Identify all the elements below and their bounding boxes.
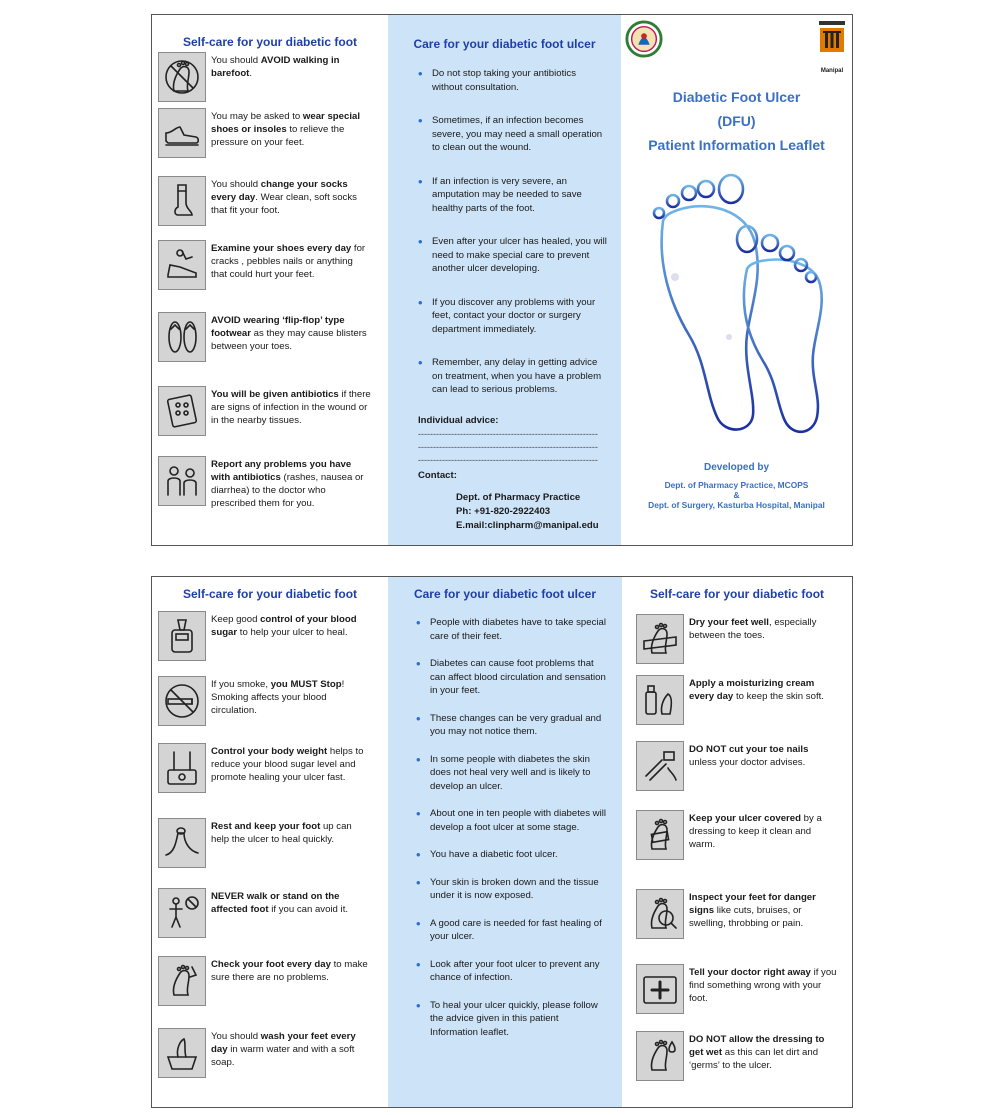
advice-text-plain: If you smoke, (211, 679, 271, 690)
title-line: (DFU) (717, 113, 756, 129)
advice-item (158, 386, 388, 436)
advice-text-plain: You may be asked to (211, 111, 303, 122)
bullet-item: • Do not stop taking your antibiotics without consultation. (414, 67, 607, 94)
advice-item (636, 614, 852, 664)
advice-text-emphasis: wear special shoes or insoles (211, 111, 360, 135)
title-line: Patient Information Leaflet (648, 137, 825, 153)
bullet-item: • Look after your foot ulcer to prevent any chance of infection. (412, 958, 608, 985)
column-heading: Self-care for your diabetic foot (182, 35, 358, 49)
contact-block (456, 491, 599, 533)
advice-text-plain: You should (211, 179, 261, 190)
advice-text (211, 958, 371, 984)
advice-text-plain: up can help the ulcer to heal quickly. (211, 821, 352, 845)
advice-text (211, 745, 371, 784)
advice-text-emphasis: Rest and keep your foot (211, 821, 321, 832)
advice-text (211, 890, 371, 916)
advice-text (689, 966, 837, 1005)
advice-item (636, 889, 852, 939)
contact-phone: Ph: +91-820-2922403 (456, 506, 551, 517)
advice-text-plain: by a dressing to keep it clean and warm. (689, 813, 822, 850)
advice-text (689, 1033, 837, 1072)
advice-text-plain: for cracks , pebbles nails or anything that could hurt your feet. (211, 243, 366, 280)
flip-flop-icon (158, 312, 206, 362)
advice-text-plain: . (249, 68, 253, 79)
advice-text-emphasis: Report any problems you have with antibiotics (211, 459, 352, 483)
ampersand: & (733, 490, 740, 500)
title-line: Diabetic Foot Ulcer (672, 89, 801, 105)
foot-inspect-icon (636, 889, 684, 939)
foot-wash-icon (158, 1028, 206, 1078)
leaflet-inner-page (151, 576, 853, 1108)
advice-item (158, 611, 388, 661)
advice-text-emphasis: wash your feet every day (211, 1031, 356, 1055)
bullet-item: • Sometimes, if an infection becomes severe, you may need a small operation to clean out the wound. (414, 114, 607, 155)
advice-text (689, 743, 837, 769)
advice-text (211, 678, 371, 717)
special-shoe-icon (158, 108, 206, 158)
advice-text (689, 677, 837, 703)
advice-text-plain: in warm water and with a soft soap. (211, 1044, 355, 1068)
advice-text (211, 110, 371, 149)
advice-text-emphasis: Tell your doctor right away (689, 967, 811, 978)
bullet-item: • Remember, any delay in getting advice on treatment, when you have a problem can lead to serious problems. (414, 356, 607, 397)
advice-text (211, 54, 371, 80)
bullet-item: • A good care is needed for fast healing of your ulcer. (412, 917, 608, 944)
advice-item (636, 675, 852, 725)
advice-text-emphasis: Keep your ulcer covered (689, 813, 801, 824)
advice-item (158, 743, 388, 793)
bullet-item: • Your skin is broken down and the tissue under it is now exposed. (412, 876, 608, 903)
individual-advice-block (418, 414, 603, 467)
advice-text-plain: You should (211, 1031, 261, 1042)
advice-text (689, 891, 837, 930)
advice-item (158, 108, 388, 158)
bullet-item: • Diabetes can cause foot problems that can affect blood circulation and sensation in your feet. (412, 657, 608, 698)
footprints-illustration (651, 165, 831, 445)
bandaged-foot-icon (636, 810, 684, 860)
advice-text-emphasis: you MUST Stop (270, 679, 342, 690)
advice-text (211, 820, 371, 846)
advice-item (636, 810, 852, 860)
advice-text-emphasis: Control your body weight (211, 746, 328, 757)
column-heading: Self-care for your diabetic foot (182, 587, 358, 601)
rest-foot-icon (158, 818, 206, 868)
weight-scale-icon (158, 743, 206, 793)
no-smoking-icon (158, 676, 206, 726)
advice-line: ------------------------------------------------------------ (418, 429, 598, 439)
towel-dry-icon (636, 614, 684, 664)
advice-text-emphasis: DO NOT cut your toe nails (689, 744, 809, 755)
bullet-item: • Even after your ulcer has healed, you will need to make special care to prevent another ulcer developing. (414, 235, 607, 276)
advice-text (211, 613, 371, 639)
moisturizer-icon (636, 675, 684, 725)
advice-text (211, 388, 371, 427)
advice-line: ------------------------------------------------------------ (418, 442, 598, 452)
advice-text (689, 616, 837, 642)
advice-text-emphasis: DO NOT allow the dressing to get wet (689, 1034, 825, 1058)
advice-text-plain: to relieve the pressure on your feet. (211, 124, 345, 148)
no-barefoot-icon (158, 52, 206, 102)
advice-text-emphasis: Dry your feet well (689, 617, 769, 628)
bullet-item: • People with diabetes have to take special care of their feet. (412, 616, 608, 643)
advice-text (689, 812, 837, 851)
leaflet-title (621, 85, 852, 157)
first-aid-icon (636, 964, 684, 1014)
ulcer-care-column (388, 577, 622, 1107)
advice-item (158, 176, 388, 226)
bullet-item: • To heal your ulcer quickly, please follow the advice given in this patient Information leaflet. (412, 999, 608, 1040)
advice-text-plain: Keep good (211, 614, 261, 625)
advice-item (636, 1031, 852, 1081)
advice-text-plain: to make sure there are no problems. (211, 959, 368, 983)
advice-text (211, 314, 371, 353)
cover-column (621, 15, 852, 545)
advice-text-plain: unless your doctor advises. (689, 757, 806, 768)
advice-text-emphasis: You will be given antibiotics (211, 389, 339, 400)
antibiotic-pack-icon (158, 386, 206, 436)
shoe-inspection-icon (158, 240, 206, 290)
advice-text-plain: as this can let dirt and ‘germs’ to the ulcer. (689, 1047, 819, 1071)
dept-name: Dept. of Pharmacy Practice, MCOPS (664, 480, 809, 490)
college-seal-logo (625, 19, 663, 59)
ulcer-care-column (388, 15, 621, 545)
advice-item (158, 956, 388, 1006)
advice-text-plain: , especially between the toes. (689, 617, 817, 641)
advice-text-emphasis: Examine your shoes every day (211, 243, 352, 254)
advice-text-plain: if you find something wrong with your foot. (689, 967, 837, 1004)
doctor-consult-icon (158, 456, 206, 506)
advice-text-plain: to help your ulcer to heal. (237, 627, 348, 638)
no-standing-icon (158, 888, 206, 938)
advice-item (636, 741, 852, 791)
advice-text-plain: ! Smoking affects your blood circulation. (211, 679, 345, 716)
bullet-item: • You have a diabetic foot ulcer. (412, 848, 608, 862)
advice-item (636, 964, 852, 1014)
advice-item (158, 456, 388, 510)
advice-item (158, 312, 388, 362)
advice-text-plain: as they may cause blisters between your toes. (211, 328, 367, 352)
advice-text-plain: . Wear clean, soft socks that fit your foot. (211, 192, 357, 216)
advice-text-plain: like cuts, bruises, or swelling, throbbing or pain. (689, 905, 804, 929)
contact-label: Contact: (418, 470, 457, 481)
advice-text-emphasis: Inspect your feet for danger signs (689, 892, 816, 916)
advice-text-emphasis: Apply a moisturizing cream every day (689, 678, 815, 702)
glucose-meter-icon (158, 611, 206, 661)
self-care-column (152, 577, 388, 1107)
bullet-item: • About one in ten people with diabetes will develop a foot ulcer at some stage. (412, 807, 608, 834)
advice-item (158, 676, 388, 726)
bullet-item: • If an infection is very severe, an amputation may be needed to save healthy parts of the foot. (414, 175, 607, 216)
contact-dept: Dept. of Pharmacy Practice (456, 492, 581, 503)
manipal-logo (817, 19, 847, 74)
developed-by-label: Developed by (703, 462, 770, 473)
advice-item (158, 52, 388, 102)
foot-check-icon (158, 956, 206, 1006)
advice-text-plain: to keep the skin soft. (733, 691, 824, 702)
advice-text-emphasis: AVOID walking in barefoot (211, 55, 340, 79)
advice-text-emphasis: change your socks every day (211, 179, 348, 203)
advice-text-plain: helps to reduce your blood sugar level and promote healing your ulcer fast. (211, 746, 364, 783)
leaflet-outer-page (151, 14, 853, 546)
column-heading: Care for your diabetic foot ulcer (413, 37, 596, 51)
column-heading: Care for your diabetic foot ulcer (413, 587, 597, 601)
advice-text-emphasis: Check your foot every day (211, 959, 331, 970)
advice-text-plain: if there are signs of infection in the wound or in the nearby tissues. (211, 389, 371, 426)
self-care-column (622, 577, 852, 1107)
bullet-item: • These changes can be very gradual and you may not notice them. (412, 712, 608, 739)
column-heading: Self-care for your diabetic foot (649, 587, 825, 601)
self-care-column (152, 15, 388, 545)
developer-credits (621, 460, 852, 511)
advice-text-emphasis: NEVER walk or stand on the affected foot (211, 891, 340, 915)
change-socks-icon (158, 176, 206, 226)
advice-line: ------------------------------------------------------------ (418, 455, 598, 465)
advice-text-plain: if you can avoid it. (268, 904, 349, 915)
advice-text-plain: (rashes, nausea or diarrhea) to the doctor who prescribed them for you. (211, 472, 364, 509)
bullet-item: • If you discover any problems with your feet, contact your doctor or surgery department immediately. (414, 296, 607, 337)
advice-text-plain: You should (211, 55, 261, 66)
advice-text-emphasis: control of your blood sugar (211, 614, 357, 638)
advice-label: Individual advice: (418, 415, 499, 426)
advice-text (211, 178, 371, 217)
advice-item (158, 818, 388, 868)
dept-name: Dept. of Surgery, Kasturba Hospital, Manipal (648, 500, 825, 510)
advice-text-emphasis: AVOID wearing ‘flip-flop’ type footwear (211, 315, 345, 339)
nail-cutter-icon (636, 741, 684, 791)
wet-dressing-icon (636, 1031, 684, 1081)
logo-caption: Manipal (820, 68, 844, 74)
advice-item (158, 1028, 388, 1078)
advice-item (158, 888, 388, 938)
advice-item (158, 240, 388, 290)
advice-text (211, 458, 371, 510)
bullet-item: • In some people with diabetes the skin does not heal very well and is likely to develop an ulcer. (412, 753, 608, 794)
advice-text (211, 242, 371, 281)
contact-email: E.mail:clinpharm@manipal.edu (456, 520, 599, 531)
advice-text (211, 1030, 371, 1069)
